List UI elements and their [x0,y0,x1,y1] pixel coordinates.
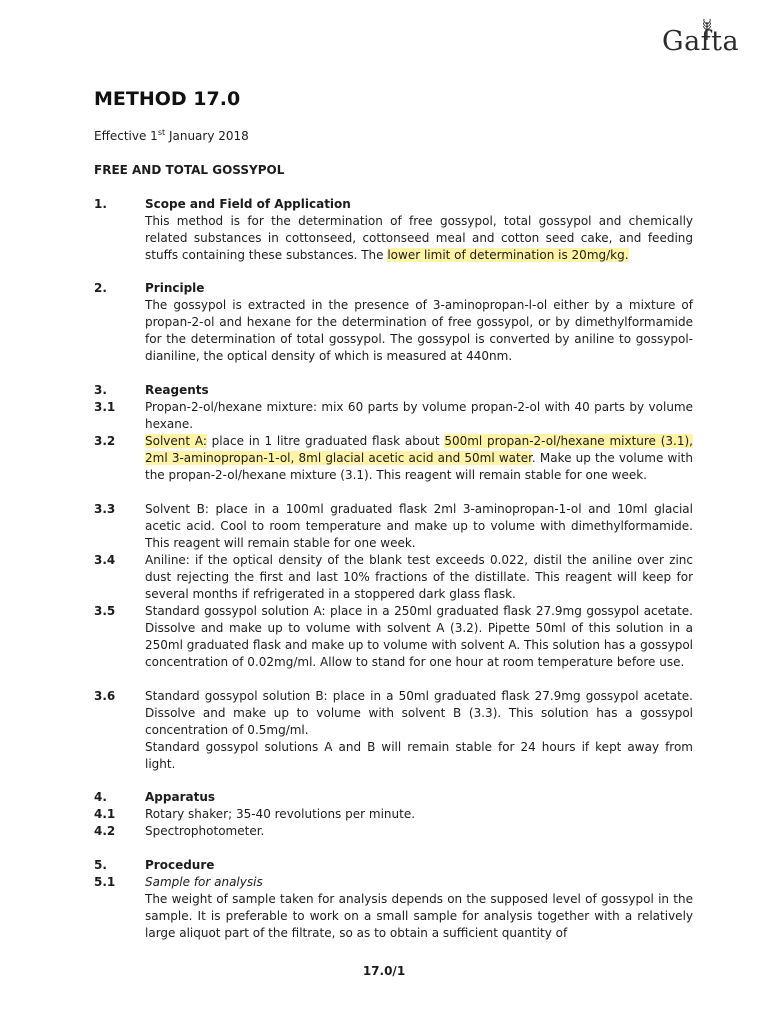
section-heading: Apparatus [145,790,216,804]
item-text: Aniline: if the optical density of the blank test exceeds 0.022, distil the aniline over zinc dust rejecting the first and last 10% fractions of the distillate. This reagent will keep for several months if refrigerated in a stoppered dark glass flask. [145,553,693,601]
gafta-logo [662,26,739,57]
section-heading: Procedure [145,858,215,872]
highlight: Solvent A: [145,434,207,448]
section-heading: Scope and Field of Application [145,197,351,211]
item-subheading: Sample for analysis [145,875,263,889]
effective-date: Effective 1st January 2018 [94,128,249,143]
section-text: This method is for the determination of free gossypol, total gossypol and chemically related substances in cottonseed, cottonseed meal and cotton seed cake, and feeding stuffs containing these substances. The lower limit of determination is 20mg/kg. [145,214,693,262]
method-subtitle: FREE AND TOTAL GOSSYPOL [94,163,285,177]
item-text: Spectrophotometer. [145,824,265,838]
section-text: The gossypol is extracted in the presence of 3-aminopropan-l-ol either by a mixture of propan-2-ol and hexane for the determination of free gossypol, or by dimethylformamide for the determination of total gossypol. The gossypol is converted by aniline to gossypol-dianiline, the optical density of which is measured at 440nm. [145,298,693,363]
item-text: Standard gossypol solution B: place in a 50ml graduated flask 27.9mg gossypol acetate. Dissolve and make up to volume with solvent B (3.3). This solution has a gossypol concentration of 0.5mg/ml. [145,689,693,737]
logo-text: Gafta [662,26,740,57]
item-text: The weight of sample taken for analysis depends on the supposed level of gossypol in the sample. It is preferable to work on a small sample for analysis together with a relatively large aliquot part of the filtrate, so as to obtain a sufficient quantity of [145,892,693,940]
section-heading: Reagents [145,383,209,397]
item-number: 3.6 [94,689,116,703]
item-number: 3.3 [94,502,116,516]
highlight: 500ml propan-2-ol/hexane mixture (3.1), 2ml 3-aminopropan-1-ol, 8ml glacial acetic acid and 50ml water [145,434,693,465]
highlight: lower limit of determination is 20mg/kg. [387,248,629,262]
section-number: 2. [94,281,107,295]
section-number: 5. [94,858,107,872]
item-text: Standard gossypol solutions A and B will remain stable for 24 hours if kept away from light. [145,740,693,771]
item-number: 5.1 [94,875,116,889]
item-number: 3.4 [94,553,116,567]
item-text: Rotary shaker; 35-40 revolutions per minute. [145,807,416,821]
item-text: Propan-2-ol/hexane mixture: mix 60 parts by volume propan-2-ol with 40 parts by volume hexane. [145,400,693,431]
item-number: 4.1 [94,807,116,821]
item-text: Solvent A: place in 1 litre graduated flask about 500ml propan-2-ol/hexane mixture (3.1), 2ml 3-aminopropan-1-ol, 8ml glacial acetic acid and 50ml water. Make up the volume with the propan-2-ol/hexane mixture (3.1). This reagent will remain stable for one week. [145,434,693,482]
section-number: 1. [94,197,107,211]
section-number: 4. [94,790,107,804]
item-text: Solvent B: place in a 100ml graduated flask 2ml 3-aminopropan-1-ol and 10ml glacial acetic acid. Cool to room temperature and make up to volume with dimethylformamide. This reagent will remain stable for one week. [145,502,693,550]
item-number: 3.5 [94,604,116,618]
section-number: 3. [94,383,107,397]
wheat-icon [702,18,712,40]
item-number: 3.1 [94,400,116,414]
item-text: Standard gossypol solution A: place in a 250ml graduated flask 27.9mg gossypol acetate. Dissolve and make up to volume with solvent A (3.2). Pipette 50ml of this solution in a 250ml graduated flask and make up to volume with solvent A. This solution has a gossypol concentration of 0.02mg/ml. Allow to stand for one hour at room temperature before use. [145,604,693,669]
page-number: 17.0/1 [362,964,406,978]
section-heading: Principle [145,281,205,295]
page-title: METHOD 17.0 [94,88,241,110]
item-number: 4.2 [94,824,116,838]
item-number: 3.2 [94,434,116,448]
